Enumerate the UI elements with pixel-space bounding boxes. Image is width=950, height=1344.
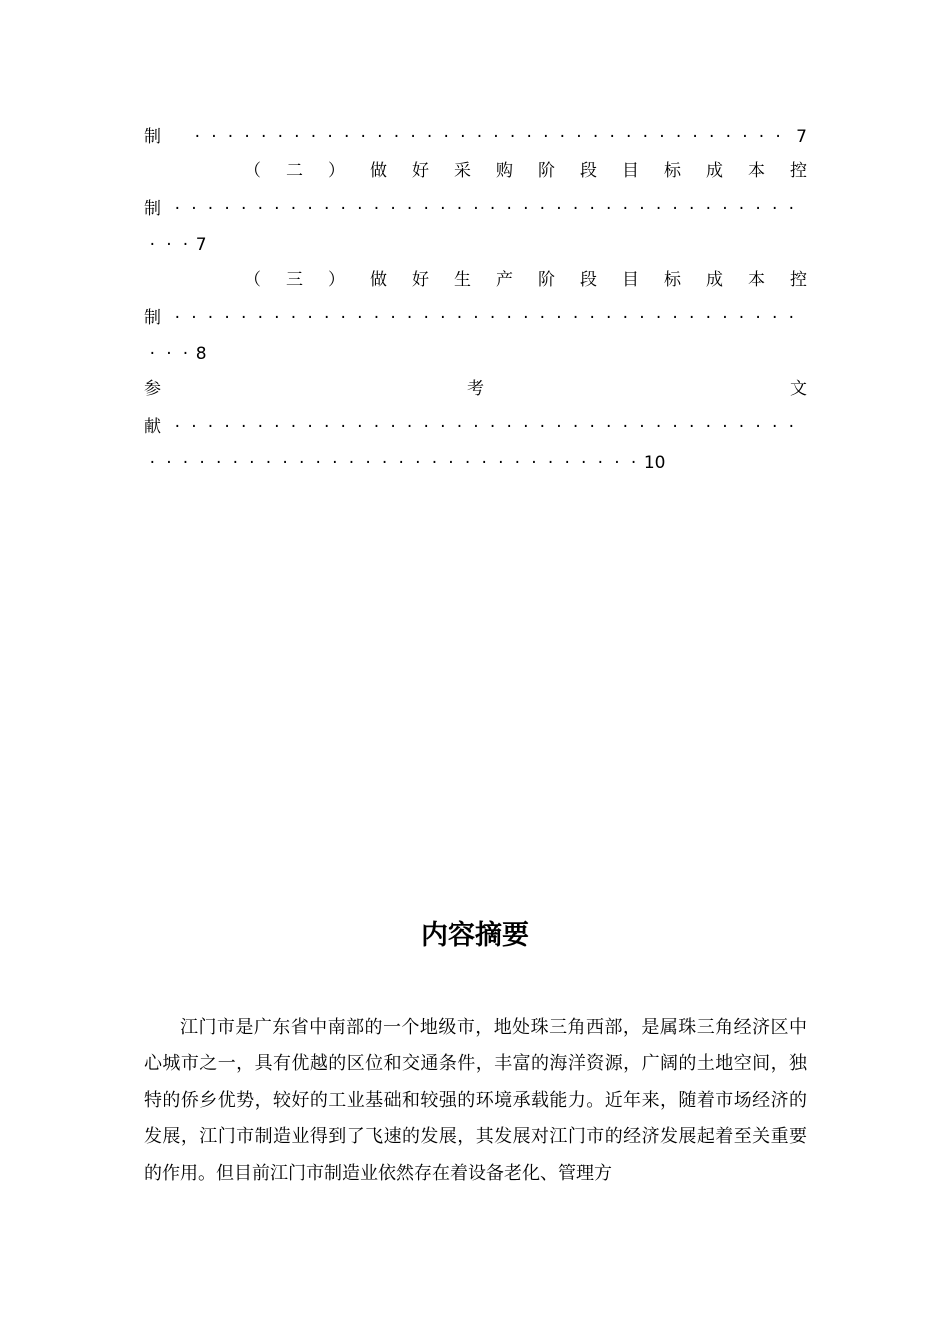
- toc-entry-text: 制: [144, 127, 161, 147]
- toc-entry-references-page[interactable]: [144, 450, 665, 476]
- toc-heading-char: 本: [748, 270, 765, 290]
- toc-heading-char: （: [244, 270, 261, 290]
- toc-page-number: 7: [796, 127, 807, 147]
- toc-heading-char: 本: [748, 161, 765, 181]
- toc-heading-char: 控: [790, 161, 807, 181]
- toc-entry-references-tail[interactable]: [144, 414, 807, 440]
- toc-heading-char: ）: [328, 161, 345, 181]
- toc-entry-production[interactable]: [244, 267, 807, 293]
- toc-entry-procurement-page[interactable]: [144, 232, 207, 258]
- toc-page-number: 8: [195, 344, 207, 364]
- toc-entry-procurement[interactable]: [244, 158, 807, 184]
- toc-heading-char: 三: [286, 270, 303, 290]
- toc-heading-char: 文: [790, 379, 807, 399]
- toc-heading-char: 段: [580, 270, 597, 290]
- toc-heading-char: 考: [467, 379, 484, 399]
- toc-heading-char: 产: [496, 270, 513, 290]
- toc-entry-continuation[interactable]: [144, 124, 807, 150]
- toc-heading-char: 成: [706, 270, 723, 290]
- toc-heading-char: 目: [622, 161, 639, 181]
- toc-heading-char: 做: [370, 161, 387, 181]
- toc-entry-production-tail[interactable]: [144, 305, 807, 331]
- toc-heading-char: ）: [328, 270, 345, 290]
- toc-page-number: 7: [195, 235, 207, 255]
- toc-heading-char: 二: [286, 161, 303, 181]
- toc-leader-dots: · · · · · · · · · · · · · · · · · · · · · · · · · · · · · · · · · · · ·: [194, 127, 781, 147]
- toc-heading-char: 标: [664, 161, 681, 181]
- abstract-body: 江门市是广东省中南部的一个地级市，地处珠三角西部，是属珠三角经济区中心城市之一，具有优越的区位和交通条件，丰富的海洋资源，广阔的土地空间，独特的侨乡优势，较好的工业基础和较强的环境承载能力。近年来，随着市场经济的发展，江门市制造业得到了飞速的发展，其发展对江门市的经济发展起着至关重要的作用。但目前江门市制造业依然存在着设备老化、管理方: [144, 1017, 807, 1184]
- toc-leader-dots: · · · · · · · · · · · · · · · · · · · · · · · · · · · · · ·: [149, 453, 637, 473]
- toc-heading-char: 好: [412, 270, 429, 290]
- toc-entry-text: 制: [144, 199, 161, 219]
- toc-leader-dots: · · · · · · · · · · · · · · · · · · · · · · · · · · · · · · · · · · · · · ·: [174, 199, 794, 219]
- toc-heading-char: 标: [664, 270, 681, 290]
- toc-leader-dots: · · ·: [149, 235, 189, 255]
- toc-heading-char: 好: [412, 161, 429, 181]
- toc-heading-char: 成: [706, 161, 723, 181]
- toc-heading-char: 参: [144, 379, 161, 399]
- toc-heading-char: 购: [496, 161, 513, 181]
- toc-heading-char: （: [244, 161, 261, 181]
- toc-heading-char: 段: [580, 161, 597, 181]
- toc-entry-text: 制: [144, 308, 161, 328]
- toc-page-number: 10: [643, 453, 666, 473]
- toc-entry-text: 献: [144, 417, 161, 437]
- abstract-title: 内容摘要: [421, 920, 529, 951]
- toc-heading-char: 控: [790, 270, 807, 290]
- toc-heading-char: 生: [454, 270, 471, 290]
- toc-leader-dots: · · ·: [149, 344, 189, 364]
- toc-entry-production-page[interactable]: [144, 341, 207, 367]
- toc-entry-references[interactable]: [144, 376, 807, 402]
- toc-leader-dots: · · · · · · · · · · · · · · · · · · · · · · · · · · · · · · · · · · · · · ·: [174, 417, 794, 437]
- toc-heading-char: 采: [454, 161, 471, 181]
- toc-heading-char: 阶: [538, 161, 555, 181]
- toc-entry-procurement-tail[interactable]: [144, 196, 807, 222]
- toc-heading-char: 做: [370, 270, 387, 290]
- toc-heading-char: 目: [622, 270, 639, 290]
- toc-leader-dots: · · · · · · · · · · · · · · · · · · · · · · · · · · · · · · · · · · · · · ·: [174, 308, 794, 328]
- toc-heading-char: 阶: [538, 270, 555, 290]
